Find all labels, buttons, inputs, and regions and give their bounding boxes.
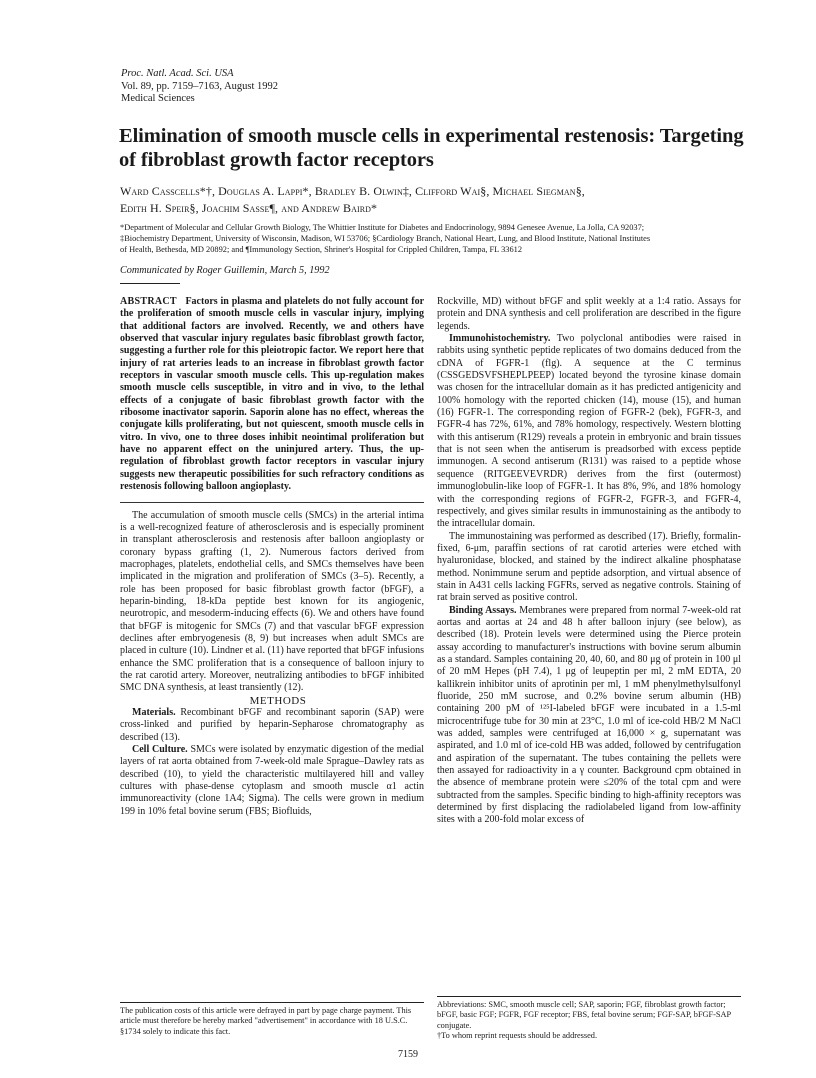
header-divider xyxy=(120,283,180,284)
footnote-text: The publication costs of this article were defrayed in part by page charge payment. This article must therefore be hereby marked "advertisement" in accordance with 18 U.S.C. §1734 solely to indicate this fact. xyxy=(120,1006,412,1036)
immuno-paragraph xyxy=(437,333,741,531)
section-name: Medical Sciences xyxy=(121,93,195,104)
culture-head: Cell Culture. xyxy=(132,744,188,756)
abstract-text: Factors in plasma and platelets do not fully account for the proliferation of smooth muscle cells in vascular injury, implying that additional factors are involved. Recently, we and others have observed that vascular injury regulates basic fibroblast growth factor, suggesting a further role for this pleiotropic factor. We report here that injury of rat arteries leads to an increase in fibroblast growth factor receptors in vascular smooth muscle cells. This up-regulation makes smooth muscle cells susceptible, in vitro and in vivo, to the lethal effects of a conjugate of basic fibroblast growth factor with the ribosome inactivator saporin. Saporin alone has no effect, whereas the conjugate kills proliferating, but not quiescent, smooth muscle cells in vitro. In vivo, one to three doses inhibit neointimal proliferation but have no apparent effect on the uninjured artery. Thus, the up-regulation of fibroblast growth factor receptors in vascular injury suggests new therapeutic possibilities for such refractory conditions as restenosis following balloon angioplasty. xyxy=(120,296,425,493)
culture-continuation: Rockville, MD) without bFGF and split weekly at a 1:4 ratio. Assays for protein and DNA synthesis and cell proliferation are described in the figure legends. xyxy=(437,296,741,332)
journal-header xyxy=(121,68,278,106)
left-column xyxy=(120,296,424,818)
author-line: Ward Casscells*†, Douglas A. Lappi*, Bradley B. Olwin‡, Clifford Wai§, Michael Siegman§, xyxy=(120,184,585,198)
affiliation-line: *Department of Molecular and Cellular Growth Biology, The Whittier Institute for Diabetes and Endocrinology, 9894 Genesee Avenue, La Jolla, CA 92037; xyxy=(120,223,645,232)
author-list xyxy=(120,183,800,217)
immuno-text: Two polyclonal antibodies were raised in rabbits using synthetic peptide replicates of two domains deduced from the cDNA of FGFR-1 (flg). A sequence at the C terminus (CSSGEDSVFSHEPLPEEP) located beyond the tyrosine kinase domain was chosen for the intracellular domain as it has predicted antigenicity and 100% homology with the reported chicken (14), mouse (15), and human (16) FGFR-1. The corresponding region of FGFR-2 (bek), FGFR-3, and FGFR-4 has 72%, 61%, and 78% homology, respectively. Western blotting with this antiserum (R129) reveals a protein in embryonic and brain tissues that is not seen when the antiserum is preadsorbed with excess peptide immunogen. A second antiserum (R131) was raised to a peptide whose sequence (RITGEEVEVRDR) derives from the first (outermost) immunoglobulin-like loop of FGFR-1. It has 8%, 9%, and 18% homology with the corresponding regions of FGFR-2, FGFR-3, and FGFR-4, respectively, and gives similar results in immunostaining as the antibody to the intracellular domain. xyxy=(437,333,741,530)
reprint-note: †To whom reprint requests should be addressed. xyxy=(437,1031,598,1041)
publication-cost-footnote xyxy=(120,1002,424,1037)
materials-text: Recombinant bFGF and recombinant saporin (SAP) were cross-linked and purified by heparin-Sepharose chromatography as described (13). xyxy=(120,707,424,743)
affiliation-line: of Health, Bethesda, MD 20892; and ¶Immunology Section, Shriner's Hospital for Crippled Children, Tampa, FL 33612 xyxy=(120,244,523,254)
binding-head: Binding Assays. xyxy=(449,604,517,616)
communicated-by: Communicated by Roger Guillemin, March 5, 1992 xyxy=(120,265,330,276)
abstract-label: ABSTRACT xyxy=(120,296,177,307)
abbreviations-text: Abbreviations: SMC, smooth muscle cell; SAP, saporin; FGF, fibroblast growth factor; bFGF, basic FGF; FGFR, FGF receptor; FBS, fetal bovine serum; FGF-SAP, bFGF-SAP conjugate. xyxy=(437,1000,731,1030)
culture-text: SMCs were isolated by enzymatic digestion of the medial layers of rat aorta obtained from 7-week-old male Sprague–Dawley rats as described (10), to yield the characteristic multilayered hill and valley cultures with phase-dense cytoplasm and smooth muscle α1 actin immunoreactivity (clone 1A4; Sigma). The cells were grown in medium 199 in 10% fetal bovine serum (FBS; Biofluids, xyxy=(120,744,425,817)
affiliations xyxy=(120,223,816,255)
footnote-divider xyxy=(437,996,741,997)
materials-paragraph xyxy=(120,707,424,744)
volume-line: Vol. 89, pp. 7159–7163, August 1992 xyxy=(121,80,279,92)
abstract-divider xyxy=(120,502,424,503)
binding-text: Membranes were prepared from normal 7-week-old rat aortas and aortas at 24 and 48 h after balloon injury (see below), as described (18). Protein levels were determined using the Pierce protein assay according to manufacturer's instructions with bovine serum albumin as a standard. Samples containing 20, 40, 60, and 80 μg of protein in 100 μl of 20 mM Hepes (pH 7.4), 1 μg of leupeptin per ml, 2 mM EDTA, 20 kallikrein inhibitor units of aprotinin per ml, 1 mM phenylmethylsulfonyl fluoride, 250 mM sucrose, and 0.2% bovine serum albumin (HB) containing 200 pM of ¹²⁵I-labeled bFGF were incubated in a 1.5-ml microcentrifuge tube for 30 min at 23°C, 1.0 ml of ice-cold HB/2 M NaCl was added, samples were centrifuged at 16,000 × g, supernatant was aspirated, and 1.0 ml of ice-cold HB was added, followed by centrifugation and aspiration of the supernatant. The tubes containing the pellets were then assayed for radioactivity in a γ counter. Background cpm obtained in the absence of membrane protein were ≤20% of the total cpm and were subtracted from the samples. Specific binding to high-affinity receptors was determined by first displacing the radiolabeled ligand from low-affinity sites with a 200-fold molar excess of xyxy=(437,604,742,826)
abstract xyxy=(120,296,424,494)
paper-title: Elimination of smooth muscle cells in experimental restenosis: Targeting of fibroblast growth factor receptors xyxy=(119,125,744,171)
immuno-paragraph-2: The immunostaining was performed as described (17). Briefly, formalin-fixed, 6-μm, paraffin sections of rat carotid arteries were etched with hyaluronidase, blocked, and stained by the indirect alkaline phosphatase method. Nonimmune serum and peptide adsorption, and virtual absence of stain in A431 cells lacking FGFRs, served as negative controls. Staining of rat brain served as positive control. xyxy=(437,530,741,604)
footnote-divider xyxy=(120,1002,424,1003)
immuno-head: Immunohistochemistry. xyxy=(449,333,551,345)
binding-paragraph xyxy=(437,605,741,827)
materials-head: Materials. xyxy=(132,707,176,718)
abbreviations-footnote xyxy=(437,996,741,1042)
journal-name: Proc. Natl. Acad. Sci. USA xyxy=(121,68,234,79)
author-line: Edith H. Speir§, Joachim Sasse¶, and Andrew Baird* xyxy=(120,201,378,215)
affiliation-line: ‡Biochemistry Department, University of Wisconsin, Madison, WI 53706; §Cardiology Branch, National Heart, Lung, and Blood Institute, National Institutes xyxy=(120,233,651,243)
methods-heading: METHODS xyxy=(249,694,307,707)
page-number: 7159 xyxy=(398,1049,418,1060)
intro-paragraph: The accumulation of smooth muscle cells (SMCs) in the arterial intima is a well-recognized feature of atherosclerosis and is especially prominent in transplant atherosclerosis and restenosis after balloon angioplasty or coronary bypass grafting (1, 2). Numerous factors derived from macrophages, platelets, endothelial cells, and SMCs themselves have been implicated in the migration and proliferation of SMCs (3–5). Recently, a role has been proposed for basic fibroblast growth factor (bFGF), a heparin-binding, 18-kDa peptide best known for its angiogenic, neurotropic, and mesoderm-inducing effects (6). We and others have found that bFGF is mitogenic for SMCs (7) and that vascular bFGF expression declines after embryogenesis (8, 9) but increases when adult SMCs are placed in culture (10). Lindner et al. (11) have reported that bFGF infusions enhance the SMC proliferation that is a consequence of balloon injury to the rat carotid artery. Moreover, neutralizing antibodies to bFGF inhibited SMC DNA synthesis, at least transiently (12). xyxy=(120,509,424,694)
right-column xyxy=(437,296,741,827)
culture-paragraph xyxy=(120,744,424,818)
